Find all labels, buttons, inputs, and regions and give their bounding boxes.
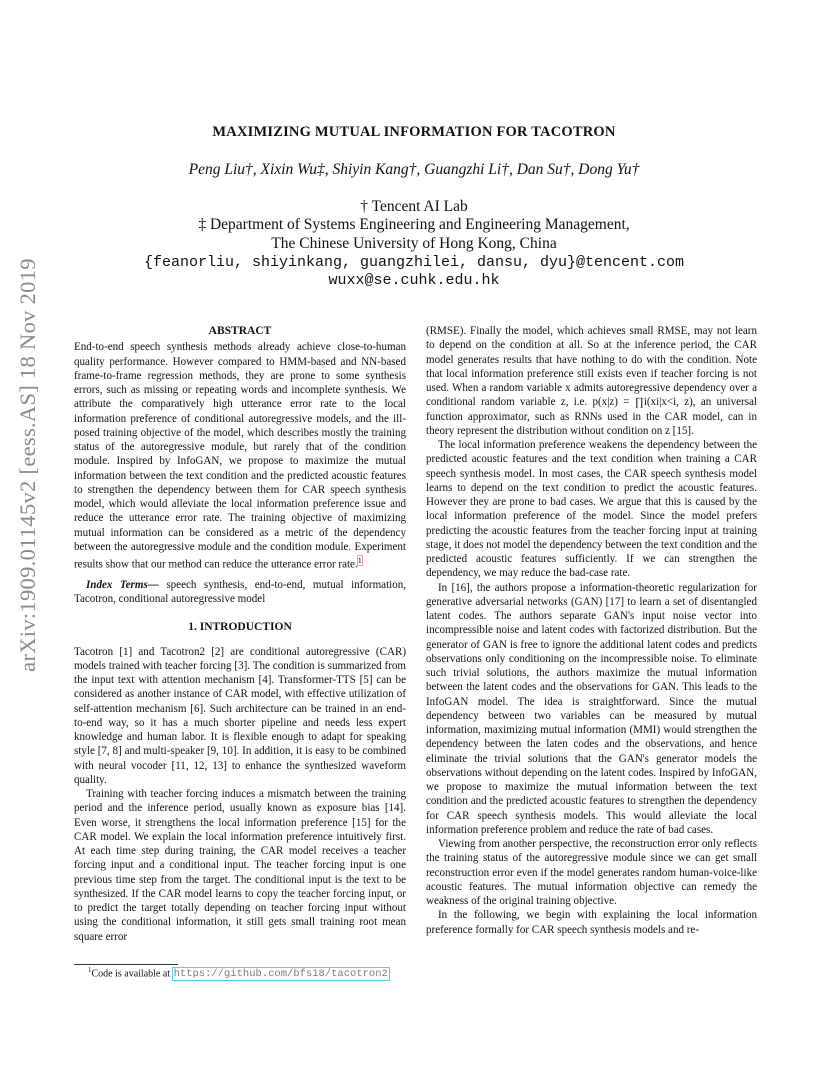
abstract-heading: ABSTRACT bbox=[208, 325, 272, 337]
author-list: Peng Liu†, Xixin Wu‡, Shiyin Kang†, Guangzhi Li†, Dan Su†, Dong Yu† bbox=[188, 161, 640, 178]
affiliation-cuhk: The Chinese University of Hong Kong, China bbox=[271, 235, 557, 252]
intro-paragraph-1: Tacotron [1] and Tacotron2 [2] are conditional autoregressive (CAR) models trained with teacher forcing [3]. The condition is summarized from the input text with attention mechanism [4]. Transformer-TTS [5] can be considered as another instance of CAR model, with effective utilization of self-attention mechanism [6]. Such architecture can be trained in an end-to-end way, so it has a much shorter pipeline and needs less expert knowledge and human labor. It is flexible enough to adapt for speaking style [7, 8] and multi-speaker [9, 10]. In addition, it is easy to be combined with neural vocoder [11, 12, 13] to enhance the synthesized waveform quality. bbox=[74, 645, 406, 786]
abstract-text: End-to-end speech synthesis methods already achieve close-to-human quality performance. However compared to HMM-based and NN-based frame-to-frame regression methods, they are prone to some synthesis errors, such as missing or repeating words and incomplete synthesis. We attribute the comparatively high utterance error rate to the local information preference of conditional autoregressive models, and the ill-posed training objective of the model, which describes mostly the training status of the autoregressive module, but rarely that of the condition module. Inspired by InfoGAN, we propose to maximize the mutual information between the text condition and the predicted acoustic features to strengthen the dependency between them for CAR speech synthesis model, which would alleviate the local information preference issue and reduce the utterance error rate. The training objective of maximizing mutual information can be considered as a metric of the dependency between the autoregressive module and the condition module. Experiment results show that our method can reduce the utterance error rate. bbox=[74, 341, 406, 571]
email-cuhk: wuxx@se.cuhk.edu.hk bbox=[328, 272, 500, 289]
index-terms-text: speech synthesis, end-to-end, mutual information, Tacotron, conditional autoregressive model bbox=[74, 578, 407, 606]
arxiv-identifier: arXiv:1909.01145v2 [eess.AS] 18 Nov 2019 bbox=[15, 258, 40, 672]
footnote-text: Code is available at bbox=[91, 968, 173, 980]
intro-paragraph-2: Training with teacher forcing induces a mismatch between the training period and the inference period, usually known as exposure bias [14]. Even worse, it strengthens the local information preference [15] for the CAR model. We explain the local information preference intuitively first. At each time step during training, the CAR model receives a teacher forcing input and a conditional input. The teacher forcing input is one previous time step from the target. The conditional input is the text to be synthesized. If the CAR model learns to copy the teacher forcing input, or to predict the target totally depending on teacher forcing input without using the conditional information, it still gets small training root mean square error bbox=[74, 788, 406, 943]
abstract-body bbox=[74, 340, 406, 572]
abstract-section bbox=[74, 324, 406, 944]
arxiv-sidebar bbox=[4, 260, 52, 670]
index-terms bbox=[74, 578, 406, 607]
right-paragraph-1: (RMSE). Finally the model, which achieves small RMSE, may not learn to depend on the condition at all. So at the inference period, the CAR model generates results that have nothing to do with the condition. Note that local information preference still exists even if teacher forcing is not used. When a random variable x admits autoregressive dependency over a conditional random variable z, i.e. p(x|z) = ∏i(xi|x<i, z), an universal function approximator, such as RNNs used in the CAR model, can in theory represent the distribution without condition on z [15]. bbox=[426, 325, 757, 437]
affiliation-cuhk-dept: ‡ Department of Systems Engineering and Engineering Management, bbox=[198, 216, 630, 233]
code-link[interactable]: https://github.com/bfs18/tacotron2 bbox=[173, 968, 388, 981]
right-paragraph-2: The local information preference weakens the dependency between the predicted acoustic features and the text condition when training a CAR speech synthesis model. In most cases, the CAR speech synthesis model learns to depend on the text condition to predict the acoustic features. However they are prone to bad cases. We argue that this is caused by the local information preference of the model. Since the model prefers predicting the acoustic features from the teacher forcing input at training stage, it does not model the dependency between the text condition and the predicted acoustic features sufficiently. If we can strengthen the dependency, we may reduce the bad-case rate. bbox=[426, 439, 758, 580]
right-paragraph-4: Viewing from another perspective, the reconstruction error only reflects the training status of the autoregressive module since we can get small reconstruction error even if the model generates random human-voice-like acoustic features. The mutual information objective can remedy the weakness of the original training objective. bbox=[426, 838, 757, 907]
index-terms-label: Index Terms— bbox=[86, 578, 159, 591]
email-tencent: {feanorliu, shiyinkang, guangzhilei, dansu, dyu}@tencent.com bbox=[143, 254, 685, 271]
footnote-ref[interactable]: 1 bbox=[357, 556, 362, 565]
footnote-mark: 1 bbox=[88, 966, 92, 974]
footnote bbox=[88, 966, 389, 980]
affiliation-tencent: † Tencent AI Lab bbox=[360, 198, 468, 215]
right-paragraph-3: In [16], the authors propose a information-theoretic regularization for generative adversarial networks (GAN) [17] to learn a set of disentangled latent codes. The authors separate GAN's input noise vector into incompressible noise and latent codes with factorized distribution. But the generator of GAN is free to ignore the additional latent codes and predicts observations only conditioning on the incompressible noise. To eliminate such trivial solutions, the authors maximize the mutual information between the latent codes and the observations for GAN. This leads to the InfoGAN model. The idea is straightforward. Since the mutual dependency between two variables can be measured by mutual information, maximizing mutual information (MMI) would strengthen the dependency between the laten codes and the observations, and hence eliminate the trivial solutions that the GAN's generator models the observations without depending on the latent codes. Inspired by InfoGAN, we propose to maximize the mutual information between the text condition and the predicted acoustic features to strengthen the dependency for CAR speech synthesis models. This would alleviate the local information preference problem and reduce the rate of bad cases. bbox=[426, 581, 757, 836]
paper-title: MAXIMIZING MUTUAL INFORMATION FOR TACOTRON bbox=[212, 124, 616, 140]
right-column bbox=[426, 324, 757, 937]
footnote-divider bbox=[74, 964, 178, 965]
intro-heading: 1. INTRODUCTION bbox=[188, 621, 292, 634]
right-paragraph-5: In the following, we begin with explaining the local information preference formally for CAR speech synthesis models and re- bbox=[426, 909, 757, 936]
